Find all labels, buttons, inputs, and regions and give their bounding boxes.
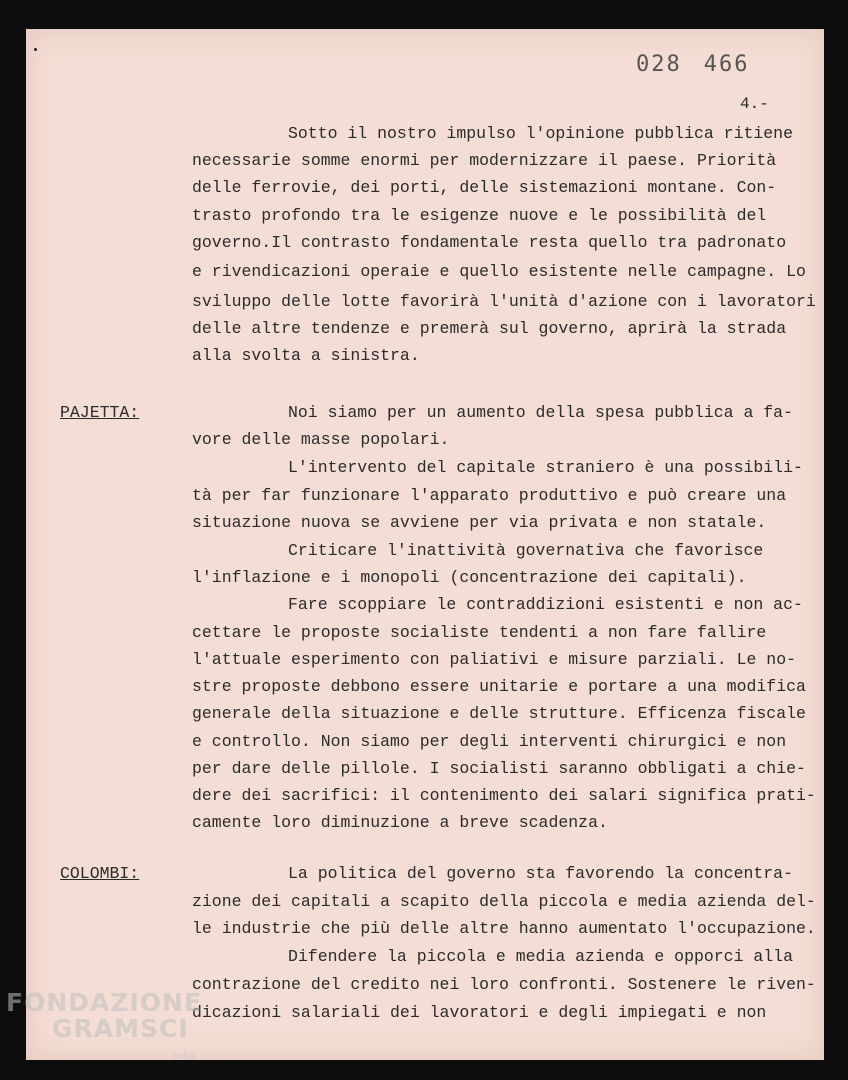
pajetta-line: Fare scoppiare le contraddizioni esistenti e non ac- bbox=[288, 595, 803, 614]
watermark-line-1: FONDAZIONE bbox=[6, 988, 203, 1017]
pajetta-line: L'intervento del capitale straniero è una possibili- bbox=[288, 458, 803, 477]
colombi-line: le industrie che più delle altre hanno aumentato l'occupazione. bbox=[192, 919, 816, 938]
intro-line: trasto profondo tra le esigenze nuove e le possibilità del bbox=[192, 206, 767, 225]
colombi-line: dicazioni salariali dei lavoratori e degli impiegati e non bbox=[192, 1003, 767, 1022]
intro-line: necessarie somme enormi per modernizzare il paese. Priorità bbox=[192, 151, 777, 170]
pajetta-line: e controllo. Non siamo per degli interventi chirurgici e non bbox=[192, 732, 787, 751]
speaker-pajetta: PAJETTA: bbox=[60, 403, 140, 422]
colombi-line: contrazione del credito nei loro confronti. Sostenere le riven- bbox=[192, 975, 816, 994]
paper-mark bbox=[34, 48, 37, 51]
pajetta-line: Criticare l'inattività governativa che favorisce bbox=[288, 541, 764, 560]
intro-line: governo.Il contrasto fondamentale resta quello tra padronato bbox=[192, 233, 787, 252]
pajetta-line: l'attuale esperimento con paliativi e misure parziali. Le no- bbox=[192, 650, 796, 669]
intro-line: e rivendicazioni operaie e quello esistente nelle campagne. Lo bbox=[192, 262, 806, 281]
pajetta-line: stre proposte debbono essere unitarie e portare a una modifica bbox=[192, 677, 806, 696]
intro-line: alla svolta a sinistra. bbox=[192, 346, 420, 365]
archive-number-part-2: 466 bbox=[703, 52, 750, 77]
watermark-line-3: onlus bbox=[172, 1052, 197, 1062]
pajetta-line: camente loro diminuzione a breve scadenza. bbox=[192, 813, 608, 832]
pajetta-line: tà per far funzionare l'apparato produttivo e può creare una bbox=[192, 486, 787, 505]
colombi-line: La politica del governo sta favorendo la concentra- bbox=[288, 864, 793, 883]
pajetta-line: per dare delle pillole. I socialisti saranno obbligati a chie- bbox=[192, 759, 806, 778]
pajetta-line: cettare le proposte socialiste tendenti a non fare fallire bbox=[192, 623, 767, 642]
archive-number bbox=[636, 52, 750, 77]
page-number: 4.- bbox=[740, 95, 769, 113]
intro-line: delle altre tendenze e premerà sul governo, aprirà la strada bbox=[192, 319, 787, 338]
pajetta-line: vore delle masse popolari. bbox=[192, 430, 450, 449]
watermark-line-2: GRAMSCI bbox=[52, 1014, 189, 1043]
intro-line: sviluppo delle lotte favorirà l'unità d'azione con i lavoratori bbox=[192, 292, 816, 311]
pajetta-line: generale della situazione e delle strutture. Efficenza fiscale bbox=[192, 704, 806, 723]
pajetta-line: l'inflazione e i monopoli (concentrazione dei capitali). bbox=[192, 568, 747, 587]
intro-line: Sotto il nostro impulso l'opinione pubblica ritiene bbox=[288, 124, 793, 143]
speaker-colombi: COLOMBI: bbox=[60, 864, 140, 883]
pajetta-line: Noi siamo per un aumento della spesa pubblica a fa- bbox=[288, 403, 793, 422]
pajetta-line: dere dei sacrifici: il contenimento dei salari significa prati- bbox=[192, 786, 816, 805]
pajetta-line: situazione nuova se avviene per via privata e non statale. bbox=[192, 513, 767, 532]
colombi-line: Difendere la piccola e media azienda e opporci alla bbox=[288, 947, 793, 966]
archive-number-part-1: 028 bbox=[636, 52, 682, 77]
intro-line: delle ferrovie, dei porti, delle sistemazioni montane. Con- bbox=[192, 178, 777, 197]
colombi-line: zione dei capitali a scapito della piccola e media azienda del- bbox=[192, 892, 816, 911]
